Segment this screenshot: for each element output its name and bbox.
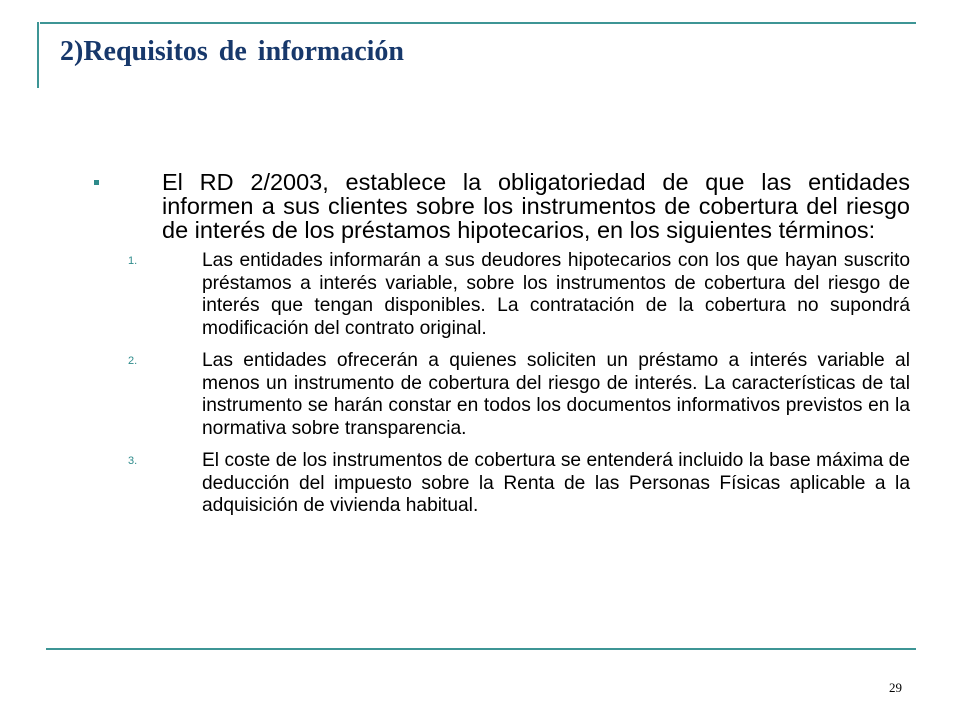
slide-content [90, 170, 910, 528]
main-bullet-text: El RD 2/2003, establece la obligatoriedad de que las entidades informen a sus clientes sobre los instrumentos de cobertura del riesgo de interés de los préstamos hipotecarios, en los siguientes términos: [162, 169, 910, 243]
main-bullet-item [90, 170, 910, 242]
left-rule [37, 22, 39, 88]
list-number: 2. [128, 355, 138, 367]
square-bullet-icon [94, 180, 99, 185]
page-number: 29 [889, 680, 902, 695]
slide-title: 2)Requisitos de información [60, 36, 404, 67]
list-item-text: Las entidades ofrecerán a quienes soliciten un préstamo a interés variable al menos un instrumento de cobertura del riesgo de interés. La características de tal instrumento se harán constar en todos los documentos informativos previstos en la normativa sobre transparencia. [202, 350, 910, 439]
list-item-text: El coste de los instrumentos de cobertura se entenderá incluido la base máxima de deducción del impuesto sobre la Renta de las Personas Físicas aplicable a la adquisición de vivienda habitual. [202, 450, 910, 516]
list-item-text: Las entidades informarán a sus deudores hipotecarios con los que hayan suscrito préstamos a interés variable, sobre los instrumentos de cobertura del riesgo de interés que tengan disponibles. La contratación de la cobertura no supondrá modificación del contrato original. [202, 250, 910, 339]
list-number: 1. [128, 255, 138, 267]
list-item [90, 450, 910, 518]
top-rule [40, 22, 916, 24]
list-item [90, 250, 910, 340]
bottom-rule [46, 648, 916, 650]
list-number: 3. [128, 455, 138, 467]
numbered-list [90, 250, 910, 518]
list-item [90, 350, 910, 440]
